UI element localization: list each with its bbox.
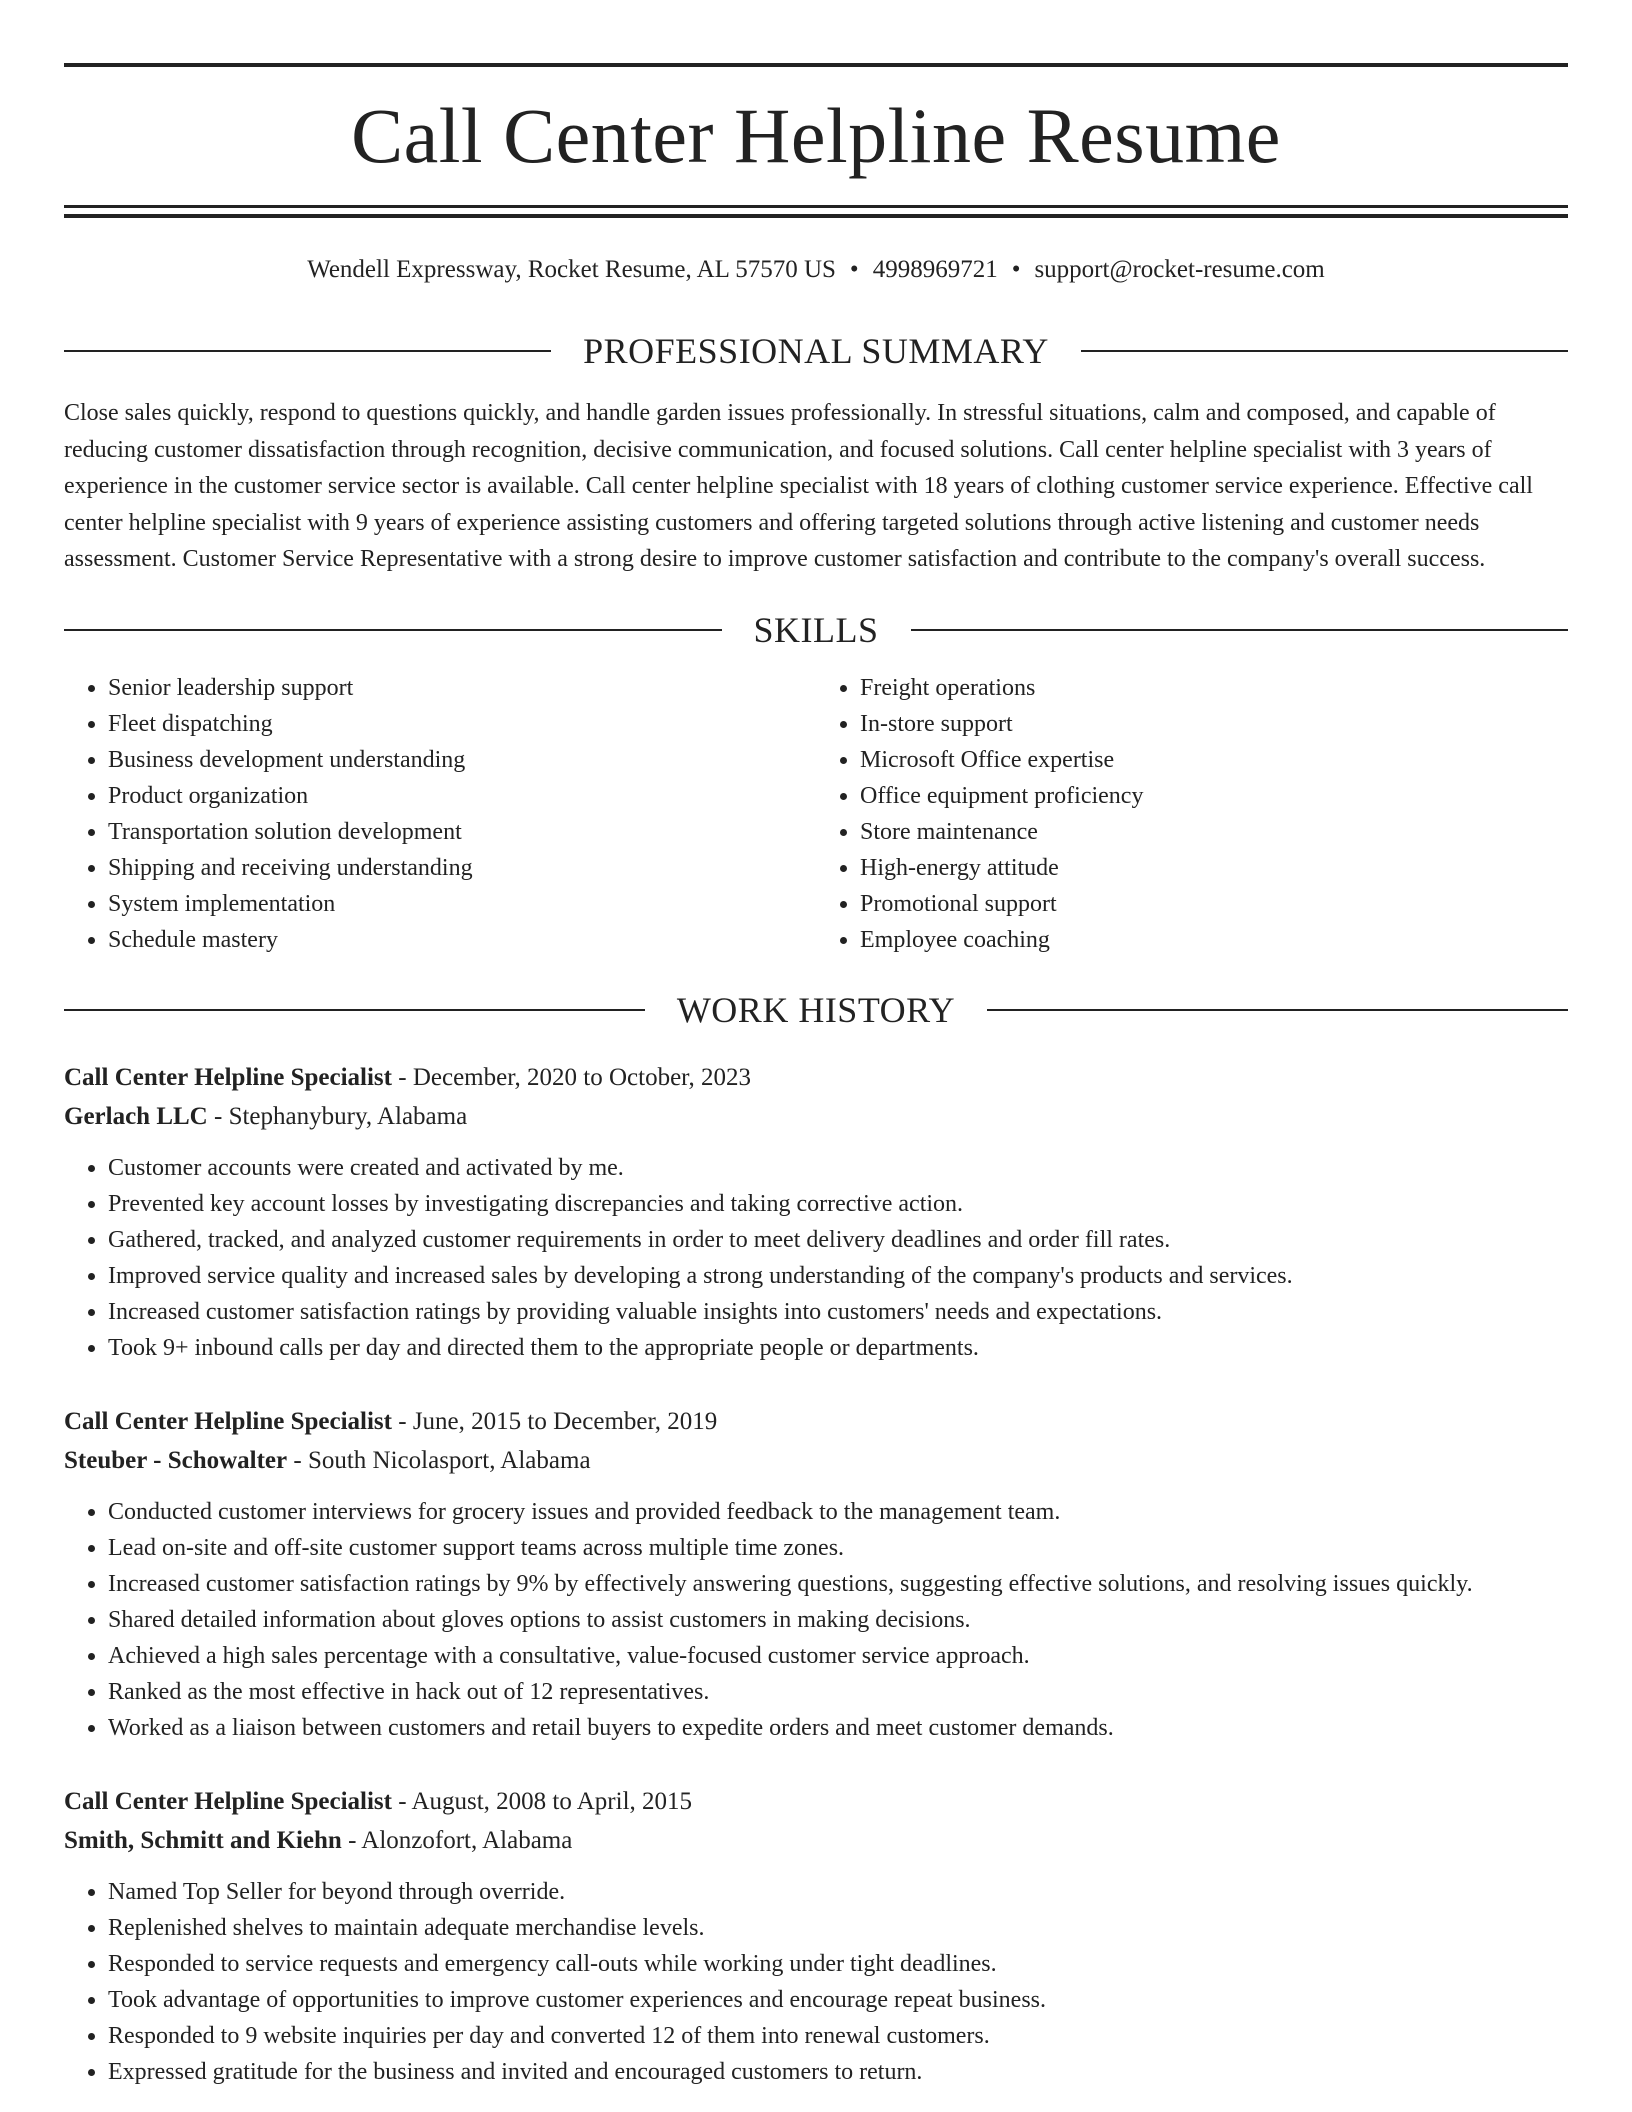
skills-right-list [816,670,1568,958]
heading-rule-right [987,1009,1568,1011]
job-bullet: • Replenished shelves to maintain adequate merchandise levels. [108,1910,1568,1946]
skills-left-list [64,670,816,958]
job-company-line [64,1097,1568,1136]
section-title: WORK HISTORY [676,989,956,1030]
job-bullet: • Achieved a high sales percentage with a consultative, value-focused customer service approach. [108,1638,1568,1674]
job-bullet: • Lead on-site and off-site customer support teams across multiple time zones. [108,1530,1568,1566]
company-location: - Stephanybury, Alabama [214,1102,468,1130]
job-bullets [64,1494,1568,1746]
job-bullet: • Conducted customer interviews for grocery issues and provided feedback to the management team. [108,1494,1568,1530]
skill-item: • Transportation solution development [108,814,816,850]
job-entry [64,1782,1568,2090]
skills-columns [64,670,1568,958]
job-bullet: • Shared detailed information about gloves options to assist customers in making decisions. [108,1602,1568,1638]
job-bullet: • Increased customer satisfaction ratings by 9% by effectively answering questions, suggesting effective solutions, and resolving issues quickly. [108,1566,1568,1602]
contact-phone: 4998969721 [872,256,998,283]
heading-rule-right [911,629,1569,631]
contact-address: Wendell Expressway, Rocket Resume, AL 57570 US [307,256,836,283]
job-dates: - June, 2015 to December, 2019 [398,1407,718,1435]
job-bullet: • Improved service quality and increased sales by developing a strong understanding of the company's products and services. [108,1258,1568,1294]
company-name: Steuber - Schowalter [64,1446,288,1474]
job-dates: - August, 2008 to April, 2015 [398,1787,693,1815]
job-title-line [64,1782,1568,1821]
contact-line [64,255,1568,285]
summary-text: Close sales quickly, respond to questions quickly, and handle garden issues professionally. In stressful situations, calm and composed, and capable of reducing customer dissatisfaction through recognition, decisive communication, and focused solutions. Call center helpline specialist with 3 years of experience in the customer service sector is available. Call center helpline specialist with 18 years of clothing customer service experience. Effective call center helpline specialist with 9 years of experience assisting customers and offering targeted solutions through active listening and customer needs assessment. Customer Service Representative with a strong desire to improve customer satisfaction and contribute to the company's overall success. [64,400,1533,572]
skill-item: • System implementation [108,886,816,922]
skill-item: • In-store support [860,706,1568,742]
job-bullet: • Took 9+ inbound calls per day and directed them to the appropriate people or departments. [108,1330,1568,1366]
heading-rule-left [64,350,551,352]
skill-item: • Employee coaching [860,922,1568,958]
skill-item: • Freight operations [860,670,1568,706]
job-bullets [64,1150,1568,1366]
skill-item: • Microsoft Office expertise [860,742,1568,778]
resume-title: Call Center Helpline Resume [351,92,1281,179]
job-title: Call Center Helpline Specialist [64,1787,392,1815]
job-bullets [64,1874,1568,2090]
contact-separator: • [849,256,859,283]
skill-item: • High-energy attitude [860,850,1568,886]
job-entry [64,1402,1568,1746]
job-title-line [64,1402,1568,1441]
professional-summary-heading [64,333,1568,369]
heading-rule-left [64,629,722,631]
heading-rule-right [1081,350,1568,352]
section-title: PROFESSIONAL SUMMARY [583,331,1049,371]
job-bullet: • Expressed gratitude for the business and invited and encouraged customers to return. [108,2054,1568,2090]
title-double-rule [64,205,1568,218]
skill-item: • Office equipment proficiency [860,778,1568,814]
skill-item: • Store maintenance [860,814,1568,850]
contact-separator: • [1011,256,1021,283]
skill-item: • Schedule mastery [108,922,816,958]
skill-item: • Promotional support [860,886,1568,922]
company-name: Gerlach LLC [64,1102,208,1130]
job-bullet: • Customer accounts were created and activated by me. [108,1150,1568,1186]
job-bullet: • Responded to 9 website inquiries per day and converted 12 of them into renewal customers. [108,2018,1568,2054]
job-bullet: • Increased customer satisfaction ratings by providing valuable insights into customers' needs and expectations. [108,1294,1568,1330]
company-location: - South Nicolasport, Alabama [293,1446,591,1474]
job-dates: - December, 2020 to October, 2023 [398,1063,751,1091]
job-title-line [64,1058,1568,1097]
contact-email: support@rocket-resume.com [1034,256,1325,283]
section-title: SKILLS [753,609,879,650]
heading-rule-left [64,1009,645,1011]
job-bullet: • Gathered, tracked, and analyzed customer requirements in order to meet delivery deadlines and order fill rates. [108,1222,1568,1258]
skills-heading [64,609,1568,650]
job-entry [64,1058,1568,1366]
job-company-line [64,1441,1568,1480]
job-bullet: • Prevented key account losses by investigating discrepancies and taking corrective action. [108,1186,1568,1222]
job-bullet: • Ranked as the most effective in hack out of 12 representatives. [108,1674,1568,1710]
skill-item: • Fleet dispatching [108,706,816,742]
job-title: Call Center Helpline Specialist [64,1407,392,1435]
job-bullet: • Took advantage of opportunities to improve customer experiences and encourage repeat business. [108,1982,1568,2018]
skill-item: • Senior leadership support [108,670,816,706]
job-title: Call Center Helpline Specialist [64,1063,392,1091]
company-name: Smith, Schmitt and Kiehn [64,1826,342,1854]
company-location: - Alonzofort, Alabama [348,1826,573,1854]
skill-item: • Shipping and receiving understanding [108,850,816,886]
work-history-heading [64,989,1568,1030]
skill-item: • Product organization [108,778,816,814]
skill-item: • Business development understanding [108,742,816,778]
job-bullet: • Worked as a liaison between customers and retail buyers to expedite orders and meet customer demands. [108,1710,1568,1746]
job-bullet: • Responded to service requests and emergency call-outs while working under tight deadlines. [108,1946,1568,1982]
job-company-line [64,1821,1568,1860]
job-bullet: • Named Top Seller for beyond through override. [108,1874,1568,1910]
